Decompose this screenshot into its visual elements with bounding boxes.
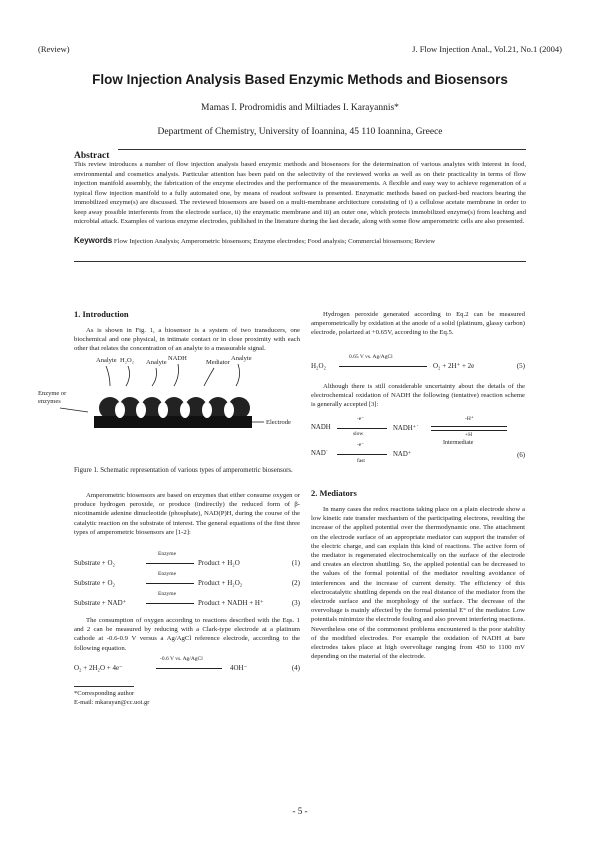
gap [224, 402, 234, 418]
scheme-number: (6) [517, 452, 525, 459]
paper-title: Flow Injection Analysis Based Enzymic Methods and Biosensors [92, 72, 508, 87]
intro-paragraph-1: As is shown in Fig. 1, a biosensor is a system of two transducers, one biochemical and one physical, in intimate contact or in close proximity with each other that relates the concentration of an analyte to a measurable signal. [74, 327, 300, 353]
arrow-1 [106, 366, 110, 386]
scheme-slow: slow [353, 431, 364, 437]
scheme-nadh-radical: NADH⁺˙ [393, 425, 419, 432]
equation-5-rhs: O₂ + 2H⁺ + 2e [433, 362, 475, 370]
page-number: - 5 - [292, 806, 308, 816]
equation-5-arrow [339, 366, 427, 367]
arrow-2 [126, 366, 130, 386]
scheme-minus-e: -e⁻ [357, 416, 365, 422]
equation-1-number: (1) [291, 559, 300, 567]
journal-section-label: (Review) [38, 44, 70, 54]
affiliation: Department of Chemistry, University of Ioannina, 45 110 Ioannina, Greece [157, 127, 443, 137]
gap [180, 402, 190, 418]
mediators-paragraph: In many cases the redox reactions taking place on a plain electrode show a low kinetic rate transfer mechanism of the participating electrons, resulting the increase of the applied potential over the thermodynamic one. The attachment on the electrode surface of an appropriate mediator can support the transfer of the electric charge, and can explain this kind of reactions. The active form of the mediator is regenerated electrochemically on the surface of the electrode and creates an electron shuttling. So, the applied potential can be decreased to the values of the formal potential of the mediator resulting avoidance of interferences and the increase of current density. The efficiency of this electrocatalytic shuttling depends on the real distance of the mediator from the electrode surface and the morphology of the surface. The decrease of the overvoltage is mainly affected by the formal potential E° of the mediator. Low potentials minimize the electrode fouling and also prevent interfering reactions. Nevertheless one of the commonest problems encountered is the poor stability of the modified electrodes. For example the oxidation of NADH at bare electrodes takes place at high overvoltage ranging from 450 to 1100 mV depending on the material of the electrode. [311, 506, 525, 661]
gap [136, 402, 146, 418]
gap [202, 402, 212, 418]
keywords-text: Flow Injection Analysis; Amperometric biosensors; Enzyme electrodes; Food analysis; Commercial biosensors; Review [113, 238, 436, 245]
arrow-4 [174, 364, 179, 386]
equation-2-number: (2) [291, 579, 300, 587]
arrow-3 [152, 368, 157, 386]
keywords [74, 236, 526, 247]
intro-paragraph-2: Amperometric biosensors are based on enzymes that either consume oxygen or produce hydrogen peroxide, or produce (indirectly) the reduced form of β-nicotinamide adenine dinucleotide (phosphate), NAD(P)H, during the course of the catalytic reaction on the substrate of interest. The general equations of the first three types of amperometric biosensors are [1-2]: [74, 492, 300, 536]
fig-label-mediator: Mediator [206, 359, 230, 366]
figure-1-caption: Figure 1. Schematic representation of various types of amperometric biosensors. [74, 467, 293, 474]
fig-label-analyte-1: Analyte [96, 357, 117, 364]
arrow-5 [204, 368, 214, 386]
scheme-fast: fast [357, 458, 365, 464]
scheme-arrow-2 [431, 426, 507, 427]
equation-4-number: (4) [291, 664, 300, 672]
fig-label-nadh: NADH [168, 355, 187, 362]
equation-3 [74, 591, 300, 609]
footnote-rule [74, 686, 134, 687]
equation-1-enzyme: Enzyme [158, 551, 177, 557]
abstract-heading: Abstract [74, 151, 110, 161]
scheme-nad-radical: NAD˙ [311, 450, 328, 457]
equation-3-arrow [146, 603, 194, 604]
equation-1 [74, 551, 300, 569]
abstract-text: This review introduces a number of flow injection analysis based enzymic methods and biosensors for the determination of various analytes with interest in food, environmental and cosmetics analysis. Particular attention has been paid on the selectivity of the reviewed works as well as on their practicality in terms of flow injection manifold assembly, the fabrication of the enzyme electrodes and the performance of the measurements. A flexible and easy way to achieve regeneration of a typical flow injection manifold to a fully automated one, by means of readout software is presented. Enzymatic methods based on packed-bed reactors bearing the immobilized enzyme(s) are discussed. The reviewed biosensors are based on a multi-membrane architecture consisting of i) a cellulose acetate membrane in order to keep away possible interferents from the electrode surface, ii) the enzymatic membrane and iii) an outer one, which protects immobilized enzyme(s) from leaching and microbial attack. Examples of various enzyme electrodes, published in the literature during the last decade, along with some flow amperometric cells are also presented. [74, 161, 526, 225]
intro-paragraph-3: The consumption of oxygen according to reactions described with the Eqs. 1 and 2 can be measured by reducing with a Clark-type electrode at a platinum cathode at -0.6-0.9 V versus a Ag/AgCl reference electrode, according to the following equation. [74, 617, 300, 652]
equation-4-condition: -0.6 V vs. Ag/AgCl [160, 656, 203, 662]
equation-3-lhs: Substrate + NAD⁺ [74, 599, 127, 607]
fig-label-electrode: Electrode [266, 419, 291, 426]
equation-3-enzyme: Enzyme [158, 591, 177, 597]
equation-1-rhs: Product + H₂O [198, 559, 240, 567]
nadh-reaction-scheme [311, 414, 525, 470]
scheme-plus-h: +H [465, 432, 473, 438]
scheme-arrow-1 [337, 428, 387, 429]
fig-label-analyte-3: Analyte [231, 355, 252, 362]
scheme-arrow-3 [337, 454, 387, 455]
scheme-minus-h: -H⁺ [465, 416, 474, 422]
equation-4-rhs: 4OH⁻ [230, 664, 248, 672]
equation-2-enzyme: Enzyme [158, 571, 177, 577]
equation-2 [74, 571, 300, 589]
mediators-heading: 2. Mediators [311, 488, 357, 498]
footnote-email: E-mail: mkarayan@cc.uoi.gr [74, 699, 150, 706]
equation-2-arrow [146, 583, 194, 584]
equation-1-lhs: Substrate + O₂ [74, 559, 115, 567]
authors: Mamas I. Prodromidis and Miltiades I. Karayannis* [201, 103, 399, 113]
fig-label-enzyme: Enzyme or enzymes [38, 390, 67, 405]
keywords-label: Keywords [74, 236, 113, 245]
equation-2-lhs: Substrate + O₂ [74, 579, 115, 587]
equation-5-lhs: H₂O₂ [311, 362, 326, 370]
equation-5-number: (5) [516, 362, 525, 370]
scheme-nad-plus: NAD⁺ [393, 451, 412, 458]
gap [158, 402, 168, 418]
equation-1-arrow [146, 563, 194, 564]
right-paragraph-1: Hydrogen peroxide generated according to Eq.2 can be measured amperometrically by oxidation at the anode of a solid (platinum, glassy carbon) electrode, polarized at +0.65V, according to the Eq.5. [311, 311, 525, 337]
biosensor-figure [38, 352, 296, 444]
intro-heading: 1. Introduction [74, 309, 129, 319]
gap [115, 402, 125, 418]
abstract-top-rule [118, 149, 526, 150]
arrow-6 [236, 364, 240, 386]
fig-label-h2o2: H₂O₂ [120, 357, 134, 364]
equation-4-lhs: O₂ + 2H₂O + 4e⁻ [74, 664, 123, 672]
fig-label-analyte-2: Analyte [146, 359, 167, 366]
equation-2-rhs: Product + H₂O₂ [198, 579, 243, 587]
equation-5-condition: 0.65 V vs. Ag/AgCl [349, 354, 393, 360]
abstract-bottom-rule [74, 261, 526, 262]
scheme-nadh: NADH [311, 424, 331, 431]
journal-citation: J. Flow Injection Anal., Vol.21, No.1 (2004) [412, 44, 562, 54]
equation-3-rhs: Product + NADH + H⁺ [198, 599, 264, 607]
right-paragraph-2: Although there is still considerable uncertainty about the details of the electrochemical oxidation of NADH the following (tentative) reaction scheme is generally accepted [3]: [311, 383, 525, 409]
scheme-minus-e-2: -e⁻ [357, 442, 365, 448]
equation-5 [311, 354, 525, 372]
scheme-arrow-2b [431, 430, 507, 431]
equation-4 [74, 656, 300, 674]
equation-4-arrow [156, 668, 222, 669]
footnote-corresponding: *Corresponding author [74, 690, 135, 697]
equations-1-3 [74, 551, 300, 609]
equation-3-number: (3) [291, 599, 300, 607]
scheme-intermediate: Intermediate [443, 440, 474, 446]
